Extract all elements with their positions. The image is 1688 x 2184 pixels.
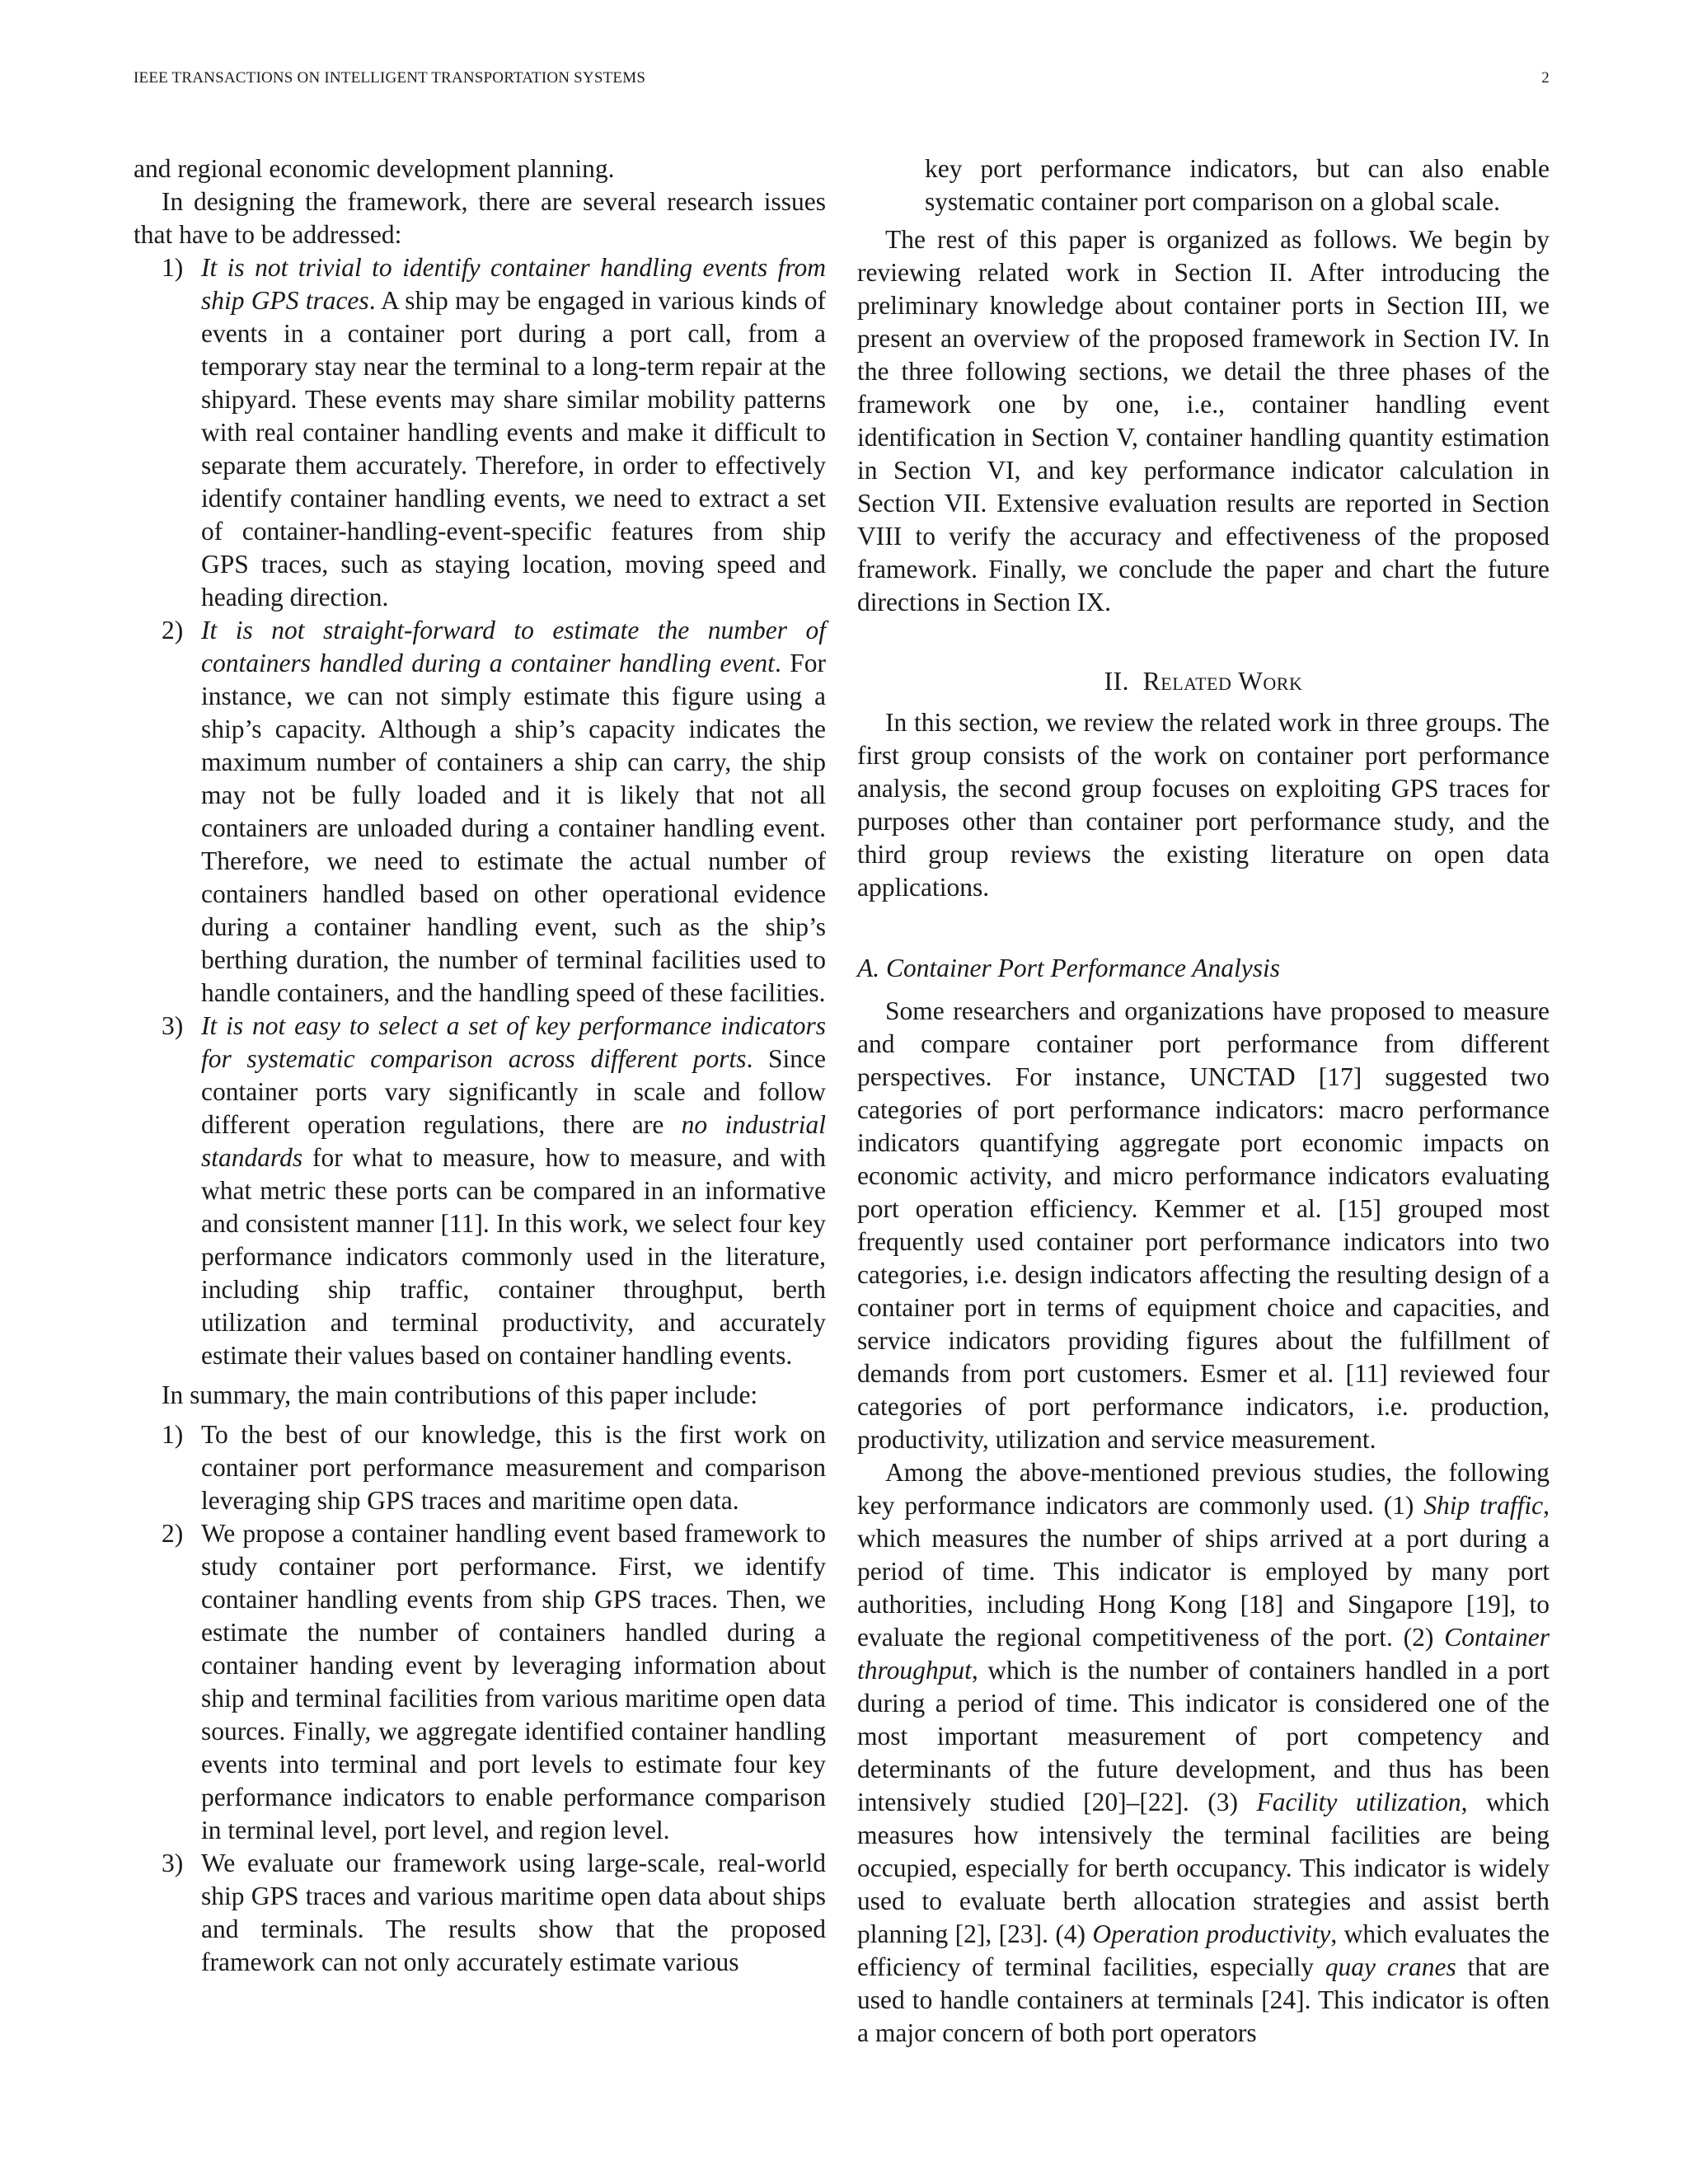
kpi-emphasis: Facility utilization [1256,1788,1461,1816]
paragraph-kpi [857,1456,1550,2050]
research-issues-list [134,251,826,1372]
section-number: II. [1104,667,1129,696]
kpi-text: , which evaluates the efficiency of terminal facilities, especially [857,1919,1550,1981]
paragraph-port-performance: Some researchers and organizations have proposed to measure and compare container port performance from different perspectives. For instance, UNCTAD [17] suggested two categories of port performance indicators: macro performance indicators quantifying aggregate port economic impacts on economic activity, and micro performance indicators evaluating port operation efficiency. Kemmer et al. [15] grouped most frequently used container port performance indicators into two categories, i.e. design indicators affecting the resulting design of a container port in terms of equipment choice and capacities, and service indicators providing figures about the fulfillment of demands from port customers. Esmer et al. [11] reviewed four categories of port performance indicators, i.e. production, productivity, utilization and service measurement. [857,996,1550,1454]
right-column [857,152,1550,2050]
list-item [134,614,826,1010]
issue-text: . For instance, we can not simply estimate this figure using a ship’s capacity. Although a ship’s capacity indicates the maximum number of containers a ship can carry, the ship may not be fully loaded and it is likely that not all containers are unloaded during a container handling event. Therefore, we need to estimate the actual number of containers handled based on other operational evidence during a container handling event, such as the ship’s berthing duration, the number of terminal facilities used to handle containers, and the handling speed of these facilities. [201,649,826,1007]
contributions-list [134,1418,826,1979]
paragraph-related-work-intro: In this section, we review the related work in three groups. The first group consists of the work on container port performance analysis, the second group focuses on exploiting GPS traces for purposes other than container port performance study, and the third group reviews the existing literature on open data applications. [857,708,1550,902]
journal-title: IEEE TRANSACTIONS ON INTELLIGENT TRANSPORTATION SYSTEMS [134,69,646,87]
paragraph-organization: The rest of this paper is organized as follows. We begin by reviewing related work in Section II. After introducing the preliminary knowledge about container ports in Section III, we present an overview of the proposed framework in Section IV. In the three following sections, we detail the three phases of the framework one by one, i.e., container handling event identification in Section V, container handling quantity estimation in Section VI, and key performance indicator calculation in Section VII. Extensive evaluation results are reported in Section VIII to verify the accuracy and effectiveness of the proposed framework. Finally, we conclude the paper and chart the future directions in Section IX. [857,225,1550,616]
contribution-text: We evaluate our framework using large-scale, real-world ship GPS traces and various maritime open data about ships and terminals. The results show that the proposed framework can not only accurately estimate various [201,1849,826,1976]
list-item [134,251,826,614]
running-header [134,69,1550,94]
kpi-text: Among the above-mentioned previous studies, the following key performance indicators are commonly used. (1) [857,1458,1550,1520]
page-number: 2 [1541,69,1550,87]
section-title: Related Work [1142,667,1303,696]
list-item-continuation: key port performance indicators, but can also enable systematic container port comparison on a global scale. [925,154,1550,216]
kpi-text: , which measures how intensively the terminal facilities are being occupied, especially for berth occupancy. This indicator is widely used to evaluate berth allocation strategies and assist berth planning [2], [23]. (4) [857,1788,1550,1948]
list-item [134,1010,826,1372]
section-heading [857,665,1550,698]
kpi-text: , which measures the number of ships arrived at a port during a period of time. This indicator is employed by many port authorities, including Hong Kong [18] and Singapore [19], to evaluate the regional competitiveness of the port. (2) [857,1491,1550,1652]
list-number: 1) [162,253,184,282]
subsection-heading: A. Container Port Performance Analysis [857,954,1280,982]
list-number: 1) [162,1420,184,1449]
list-number: 3) [162,1011,184,1040]
kpi-text: that are used to handle containers at terminals [24]. This indicator is often a major concern of both port operators [857,1952,1550,2047]
list-item [134,1847,826,1979]
contribution-text: We propose a container handling event based framework to study container port performance. First, we identify container handling events from ship GPS traces. Then, we estimate the number of containers handled during a container handing event by leveraging information about ship and terminal facilities from various maritime open data sources. Finally, we aggregate identified container handling events into terminal and port levels to estimate four key performance indicators to enable performance comparison in terminal level, port level, and region level. [201,1519,826,1844]
list-item [134,1418,826,1517]
list-number: 2) [162,616,184,644]
issue-emphasis: no industrial standards [201,1110,826,1172]
contribution-text: To the best of our knowledge, this is the first work on container port performance measurement and comparison leveraging ship GPS traces and maritime open data. [201,1420,826,1515]
issue-text: . A ship may be engaged in various kinds of events in a container port during a port call, from a temporary stay near the terminal to a long-term repair at the shipyard. These events may share similar mobility patterns with real container handling events and make it difficult to separate them accurately. Therefore, in order to effectively identify container handling events, we need to extract a set of container-handling-event-specific features from ship GPS traces, such as staying location, moving speed and heading direction. [201,286,826,612]
issue-text: . Since container ports vary significantly in scale and follow different operation regulations, there are [201,1044,827,1139]
issue-title: It is not trivial to identify container handling events from ship GPS traces [201,253,826,315]
left-column [134,152,826,1979]
kpi-text: , which is the number of containers handled in a port during a period of time. This indicator is considered one of the most important measurement of port competency and determinants of the future development, and thus has been intensively studied [20]–[22]. (3) [857,1656,1550,1816]
list-number: 2) [162,1519,184,1548]
kpi-emphasis: quay cranes [1325,1952,1456,1981]
list-item [134,1517,826,1847]
kpi-emphasis: Operation productivity [1092,1919,1331,1948]
issue-title: It is not straight-forward to estimate the number of containers handled during a container handling event [201,616,826,677]
paragraph-summary-intro: In summary, the main contributions of this paper include: [162,1380,758,1409]
issue-text: for what to measure, how to measure, and with what metric these ports can be compared in an informative and consistent manner [11]. In this work, we select four key performance indicators commonly used in the literature, including ship traffic, container throughput, berth utilization and terminal productivity, and accurately estimate their values based on container handling events. [201,1143,826,1370]
paragraph-continuation: and regional economic development planning. [134,154,615,183]
issue-title: It is not easy to select a set of key performance indicators for systematic comparison across different ports [201,1011,826,1073]
paragraph-design-intro: In designing the framework, there are several research issues that have to be addressed: [134,187,826,249]
kpi-emphasis: Container throughput [857,1623,1550,1685]
list-number: 3) [162,1849,184,1877]
kpi-emphasis: Ship traffic [1423,1491,1544,1520]
